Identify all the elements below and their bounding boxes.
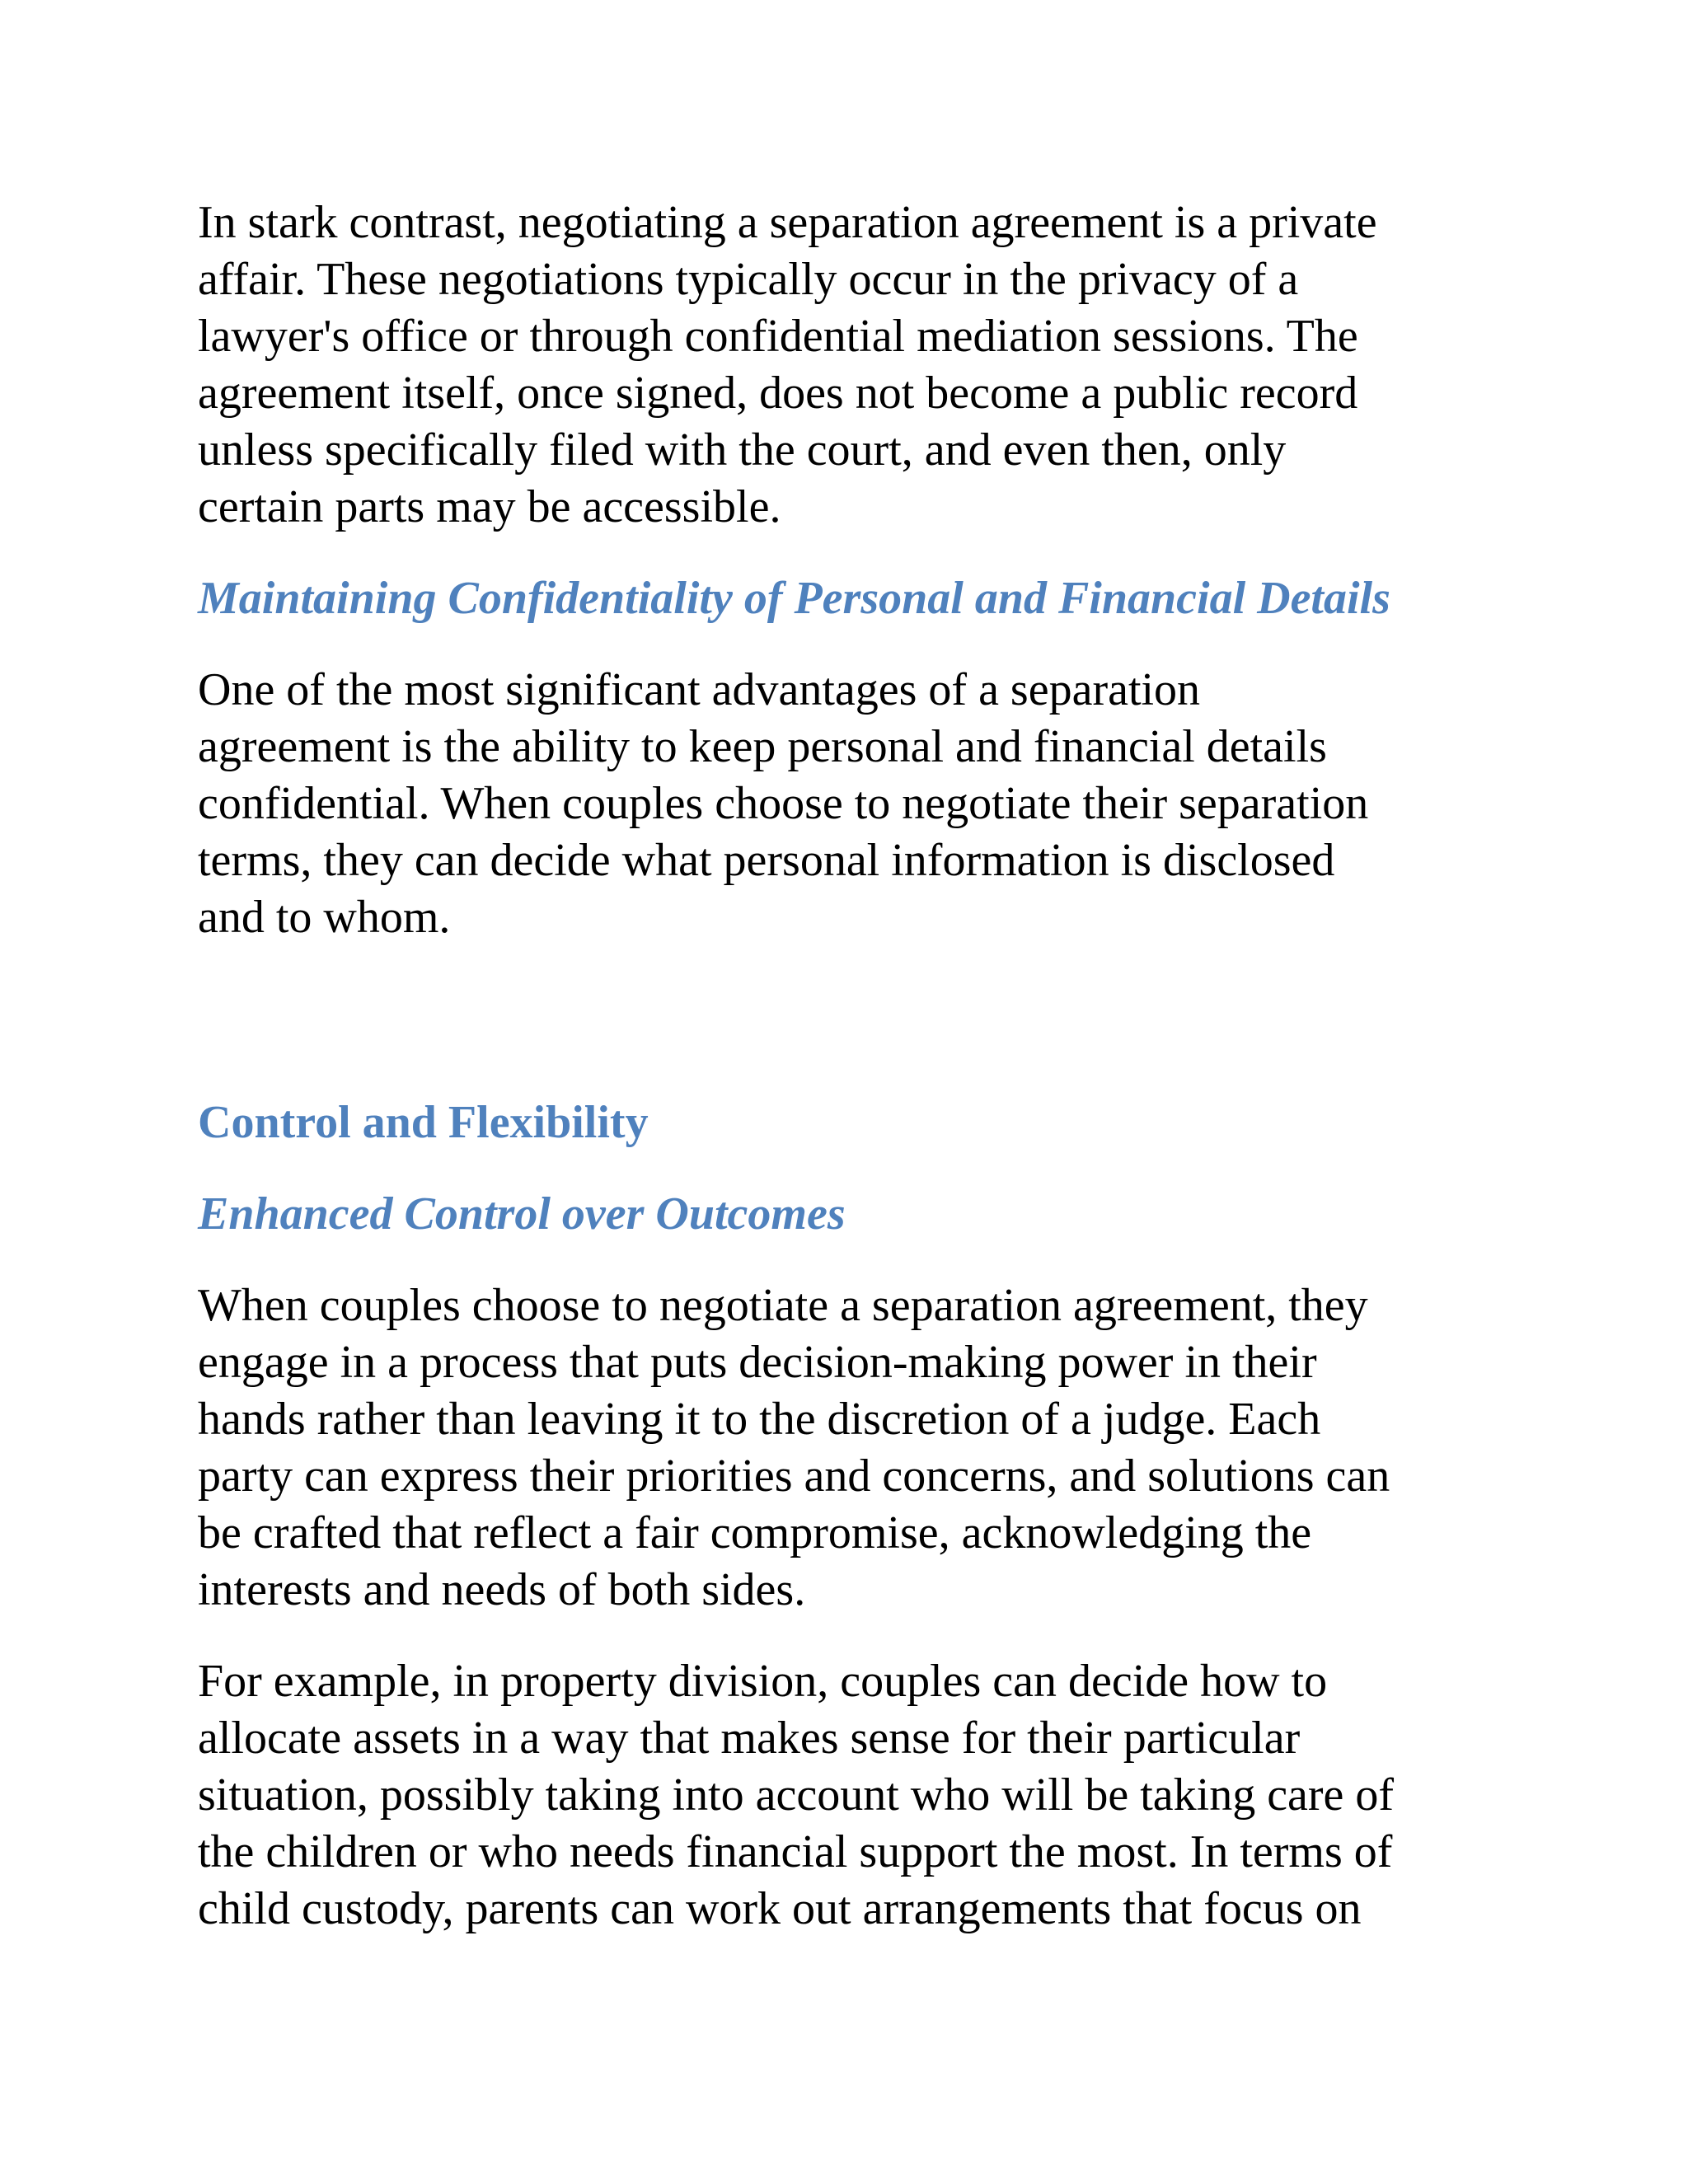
text-line: agreement is the ability to keep personal and financial details — [198, 721, 1327, 772]
text-line: In stark contrast, negotiating a separation agreement is a private — [198, 197, 1377, 248]
heading-enhanced-control: Enhanced Control over Outcomes — [198, 1188, 846, 1240]
text-line: engage in a process that puts decision-making power in their — [198, 1337, 1317, 1388]
text-line: and to whom. — [198, 892, 451, 943]
heading-maintaining-confidentiality: Maintaining Confidentiality of Personal and Financial Details — [198, 573, 1390, 624]
text-line: lawyer's office or through confidential mediation sessions. The — [198, 311, 1358, 362]
text-line: be crafted that reflect a fair compromise, acknowledging the — [198, 1507, 1312, 1558]
text-line: certain parts may be accessible. — [198, 481, 781, 532]
text-line: One of the most significant advantages of a separation — [198, 664, 1201, 715]
heading-control-and-flexibility: Control and Flexibility — [198, 1097, 649, 1148]
text-line: child custody, parents can work out arrangements that focus on — [198, 1883, 1362, 1934]
text-line: terms, they can decide what personal information is disclosed — [198, 835, 1335, 886]
text-line: hands rather than leaving it to the discretion of a judge. Each — [198, 1394, 1321, 1445]
text-line: confidential. When couples choose to negotiate their separation — [198, 778, 1369, 829]
text-line: allocate assets in a way that makes sense for their particular — [198, 1713, 1301, 1764]
paragraph-confidentiality — [198, 662, 1517, 946]
text-line: agreement itself, once signed, does not become a public record — [198, 368, 1358, 419]
text-line: interests and needs of both sides. — [198, 1564, 806, 1615]
page-content — [198, 194, 1517, 1938]
text-line: party can express their priorities and concerns, and solutions can — [198, 1451, 1390, 1502]
text-line: affair. These negotiations typically occur in the privacy of a — [198, 254, 1299, 305]
text-line: situation, possibly taking into account who will be taking care of — [198, 1769, 1395, 1821]
text-line: For example, in property division, couples can decide how to — [198, 1656, 1328, 1707]
paragraph-property-example — [198, 1653, 1517, 1938]
text-line: unless specifically filed with the court, and even then, only — [198, 424, 1287, 476]
paragraph-decision-making — [198, 1277, 1517, 1619]
paragraph-private-affair — [198, 194, 1517, 536]
text-line: When couples choose to negotiate a separation agreement, they — [198, 1280, 1368, 1331]
text-line: the children or who needs financial support the most. In terms of — [198, 1826, 1393, 1877]
